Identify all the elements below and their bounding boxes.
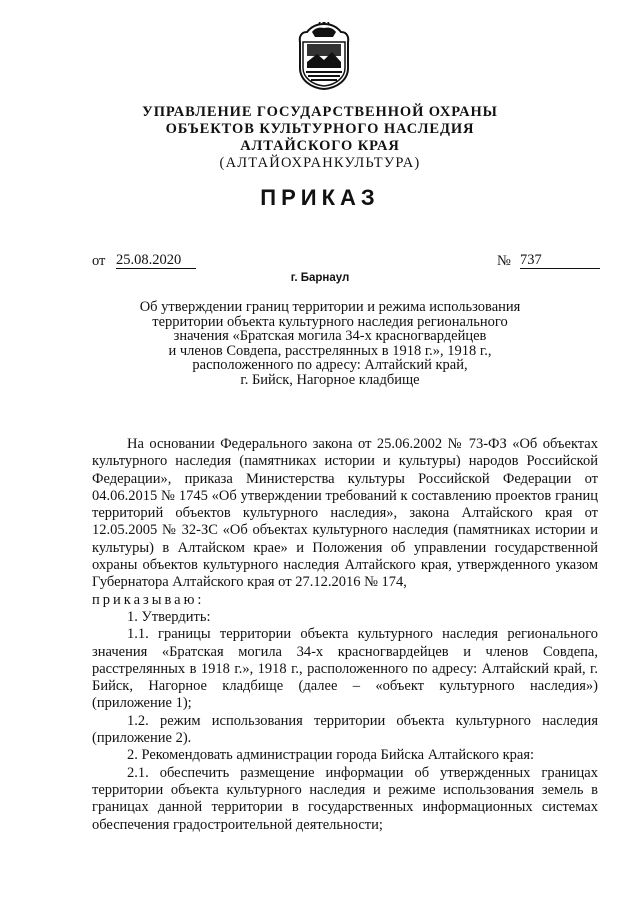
item-2: 2. Рекомендовать администрации города Бийска Алтайского края:: [127, 747, 535, 764]
order-date: 25.08.2020: [116, 253, 196, 269]
order-subject: [120, 300, 540, 388]
org-line-2: ОБЪЕКТОВ КУЛЬТУРНОГО НАСЛЕДИЯ: [165, 121, 475, 137]
preamble-paragraph: На основании Федерального закона от 25.06.2002 № 73-ФЗ «Об объектах культурного наследия (памятниках истории и культуры) народов Российской Федерации», приказа Министерства культуры Российской Федерации от 04.06.2015 № 1745 «Об утверждении требований к составлению проектов границ территорий объектов культурного наследия», закона Алтайского края от 12.05.2005 № 32-ЗС «Об объектах культурного наследия (памятниках истории и культуры) в Алтайском крае» и Положения об управлении государственной охраны объектов культурного наследия Алтайского края, утвержденного указом Губернатора Алтайского края от 27.12.2016 № 174,: [92, 436, 598, 591]
org-abbreviation: (АЛТАЙОХРАНКУЛЬТУРА): [219, 155, 421, 171]
subject-line: значения «Братская могила 34-х красногвардейцев: [173, 328, 487, 345]
item-1-1: 1.1. границы территории объекта культурного наследия регионального значения «Братская могила 34-х красногвардейцев и членов Совдепа, расстрелянных в 1918 г.», 1918 г., расположенного по адресу: Алтайский край, г. Бийск, Нагорное кладбище (далее – «объект культурного наследия») (приложение 1);: [92, 626, 598, 712]
order-body: [92, 436, 598, 834]
issuing-authority: [0, 104, 640, 172]
subject-line: расположенного по адресу: Алтайский край,: [192, 357, 468, 374]
document-title: ПРИКАЗ: [260, 185, 380, 210]
subject-line: территории объекта культурного наследия регионального: [152, 313, 508, 330]
subject-line: Об утверждении границ территории и режима использования: [139, 299, 521, 315]
issue-city: г. Барнаул: [290, 272, 350, 284]
date-label: от: [92, 253, 106, 269]
item-2-1: 2.1. обеспечить размещение информации об утвержденных границах территории объекта культурного наследия и режиме использования земель в границах данной территории в государственных информационных системах обеспечения градостроительной деятельности;: [92, 764, 598, 833]
subject-line: и членов Совдепа, расстрелянных в 1918 г.», 1918 г.,: [168, 342, 492, 359]
subject-line: г. Бийск, Нагорное кладбище: [240, 371, 420, 388]
org-line-3: АЛТАЙСКОГО КРАЯ: [240, 138, 400, 154]
order-number: 737: [520, 253, 600, 269]
item-1: 1. Утвердить:: [127, 608, 211, 625]
org-line-1: УПРАВЛЕНИЕ ГОСУДАРСТВЕННОЙ ОХРАНЫ: [142, 104, 498, 120]
order-word: приказываю:: [92, 591, 205, 608]
coat-of-arms-icon: [297, 22, 351, 90]
item-1-2: 1.2. режим использования территории объекта культурного наследия (приложение 2).: [92, 712, 598, 747]
number-label: №: [497, 253, 511, 269]
